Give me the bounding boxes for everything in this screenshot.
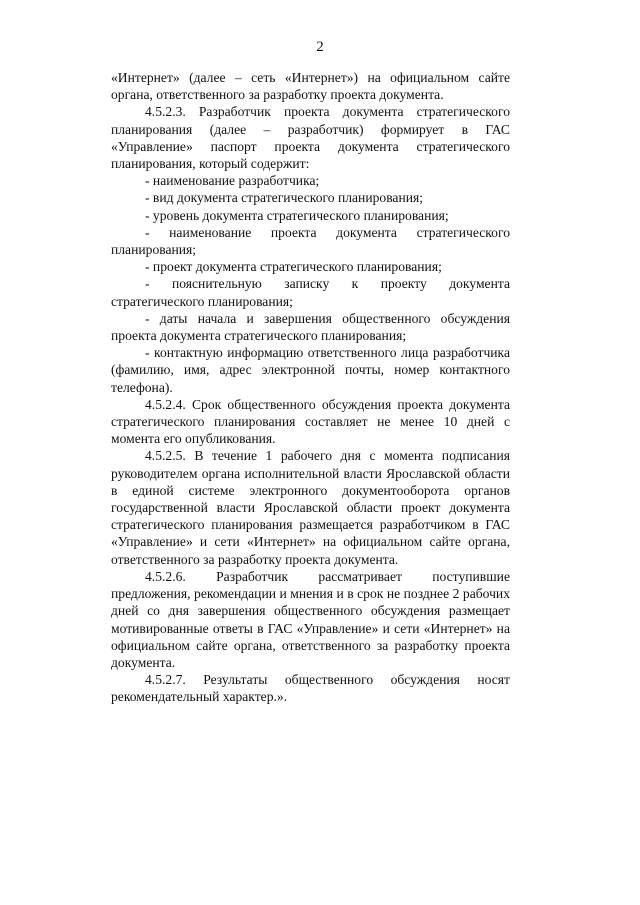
document-body (111, 69, 510, 706)
page-number: 2 (316, 39, 324, 55)
paragraph-4-5-2-3: 4.5.2.3. Разработчик проекта документа стратегического планирования (далее – разработчик) формирует в ГАС «Управление» паспорт проекта документа стратегического планирования, который содержит: (111, 104, 510, 172)
paragraph-4-5-2-4: 4.5.2.4. Срок общественного обсуждения проекта документа стратегического планирования составляет не менее 10 дней с момента его опубликования. (111, 396, 510, 447)
list-item-document-level: - уровень документа стратегического планирования; (145, 207, 449, 223)
paragraph-4-5-2-5: 4.5.2.5. В течение 1 рабочего дня с момента подписания руководителем органа исполнительной власти Ярославской области в единой системе электронного документооборота органов государственной власти Ярославской области проект документа стратегического планирования размещается разработчиком в ГАС «Управление» и сети «Интернет» на официальном сайте органа, ответственного за разработку проекта документа. (111, 448, 510, 567)
list-item-developer-name: - наименование разработчика; (145, 173, 320, 189)
list-item-explanatory-note: - пояснительную записку к проекту документа стратегического планирования; (111, 276, 510, 309)
list-item-project-name: - наименование проекта документа стратегического планирования; (111, 224, 510, 258)
paragraph-4-5-2-6: 4.5.2.6. Разработчик рассматривает поступившие предложения, рекомендации и мнения и в срок не позднее 2 рабочих дней со дня завершения общественного обсуждения размещает мотивированные ответы в ГАС «Управление» и сети «Интернет» на официальном сайте органа, ответственного за разработку проекта документа. (111, 568, 510, 670)
list-item-project-document: - проект документа стратегического планирования; (145, 259, 442, 275)
list-item-contact-info: - контактную информацию ответственного лица разработчика (фамилию, имя, адрес электронной почты, номер контактного телефона). (111, 345, 510, 395)
list-item-discussion-dates: - даты начала и завершения общественного обсуждения проекта документа стратегического планирования; (111, 310, 510, 344)
list-item-document-type: - вид документа стратегического планирования; (145, 190, 424, 206)
paragraph-continuation: «Интернет» (далее – сеть «Интернет») на официальном сайте органа, ответственного за разработку проекта документа. (111, 70, 510, 103)
paragraph-4-5-2-7: 4.5.2.7. Результаты общественного обсуждения носят рекомендательный характер.». (111, 672, 510, 705)
